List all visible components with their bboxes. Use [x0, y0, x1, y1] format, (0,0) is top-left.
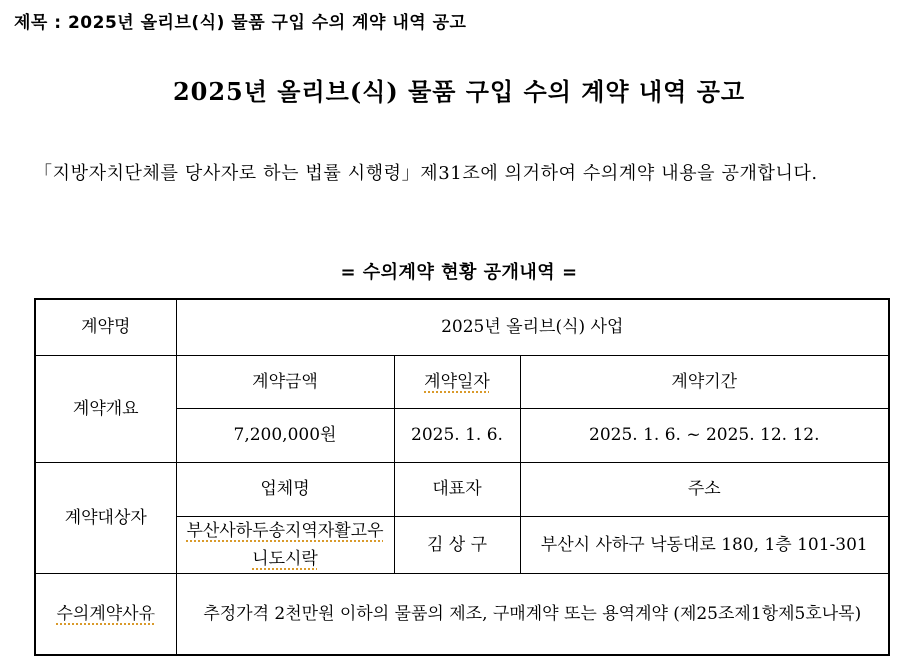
representative-value: 김 상 구 — [394, 516, 520, 573]
amount-label: 계약금액 — [176, 355, 394, 408]
rep-label: 대표자 — [394, 462, 520, 516]
table-row — [35, 573, 889, 655]
contract-table — [34, 298, 890, 656]
date-value: 2025. 1. 6. — [394, 408, 520, 462]
period-label: 계약기간 — [520, 355, 889, 408]
party-label: 계약대상자 — [35, 462, 176, 573]
contract-name-label: 계약명 — [35, 299, 176, 355]
subject-line: 제목 : 2025년 올리브(식) 물품 구입 수의 계약 내역 공고 — [14, 13, 467, 33]
date-label: 계약일자 — [394, 355, 520, 408]
address-label: 주소 — [520, 462, 889, 516]
period-value: 2025. 1. 6. ~ 2025. 12. 12. — [520, 408, 889, 462]
section-title: = 수의계약 현황 공개내역 = — [340, 262, 578, 283]
company-value: 부산사하두송지역자활고우니도시락 — [176, 516, 394, 573]
page-title: 2025년 올리브(식) 물품 구입 수의 계약 내역 공고 — [172, 77, 746, 106]
company-label: 업체명 — [176, 462, 394, 516]
intro-paragraph: 「지방자치단체를 당사자로 하는 법률 시행령」제31조에 의거하여 수의계약 내용을 공개합니다. — [34, 163, 818, 184]
table-row — [35, 299, 889, 355]
reason-value: 추정가격 2천만원 이하의 물품의 제조, 구매계약 또는 용역계약 (제25조제1항제5호나목) — [176, 573, 889, 655]
address-value: 부산시 사하구 낙동대로 180, 1층 101-301 — [520, 516, 889, 573]
overview-label: 계약개요 — [35, 355, 176, 462]
reason-label: 수의계약사유 — [35, 573, 176, 655]
table-row — [35, 462, 889, 516]
table-row — [35, 355, 889, 408]
contract-name-value: 2025년 올리브(식) 사업 — [176, 299, 889, 355]
amount-value: 7,200,000원 — [176, 408, 394, 462]
